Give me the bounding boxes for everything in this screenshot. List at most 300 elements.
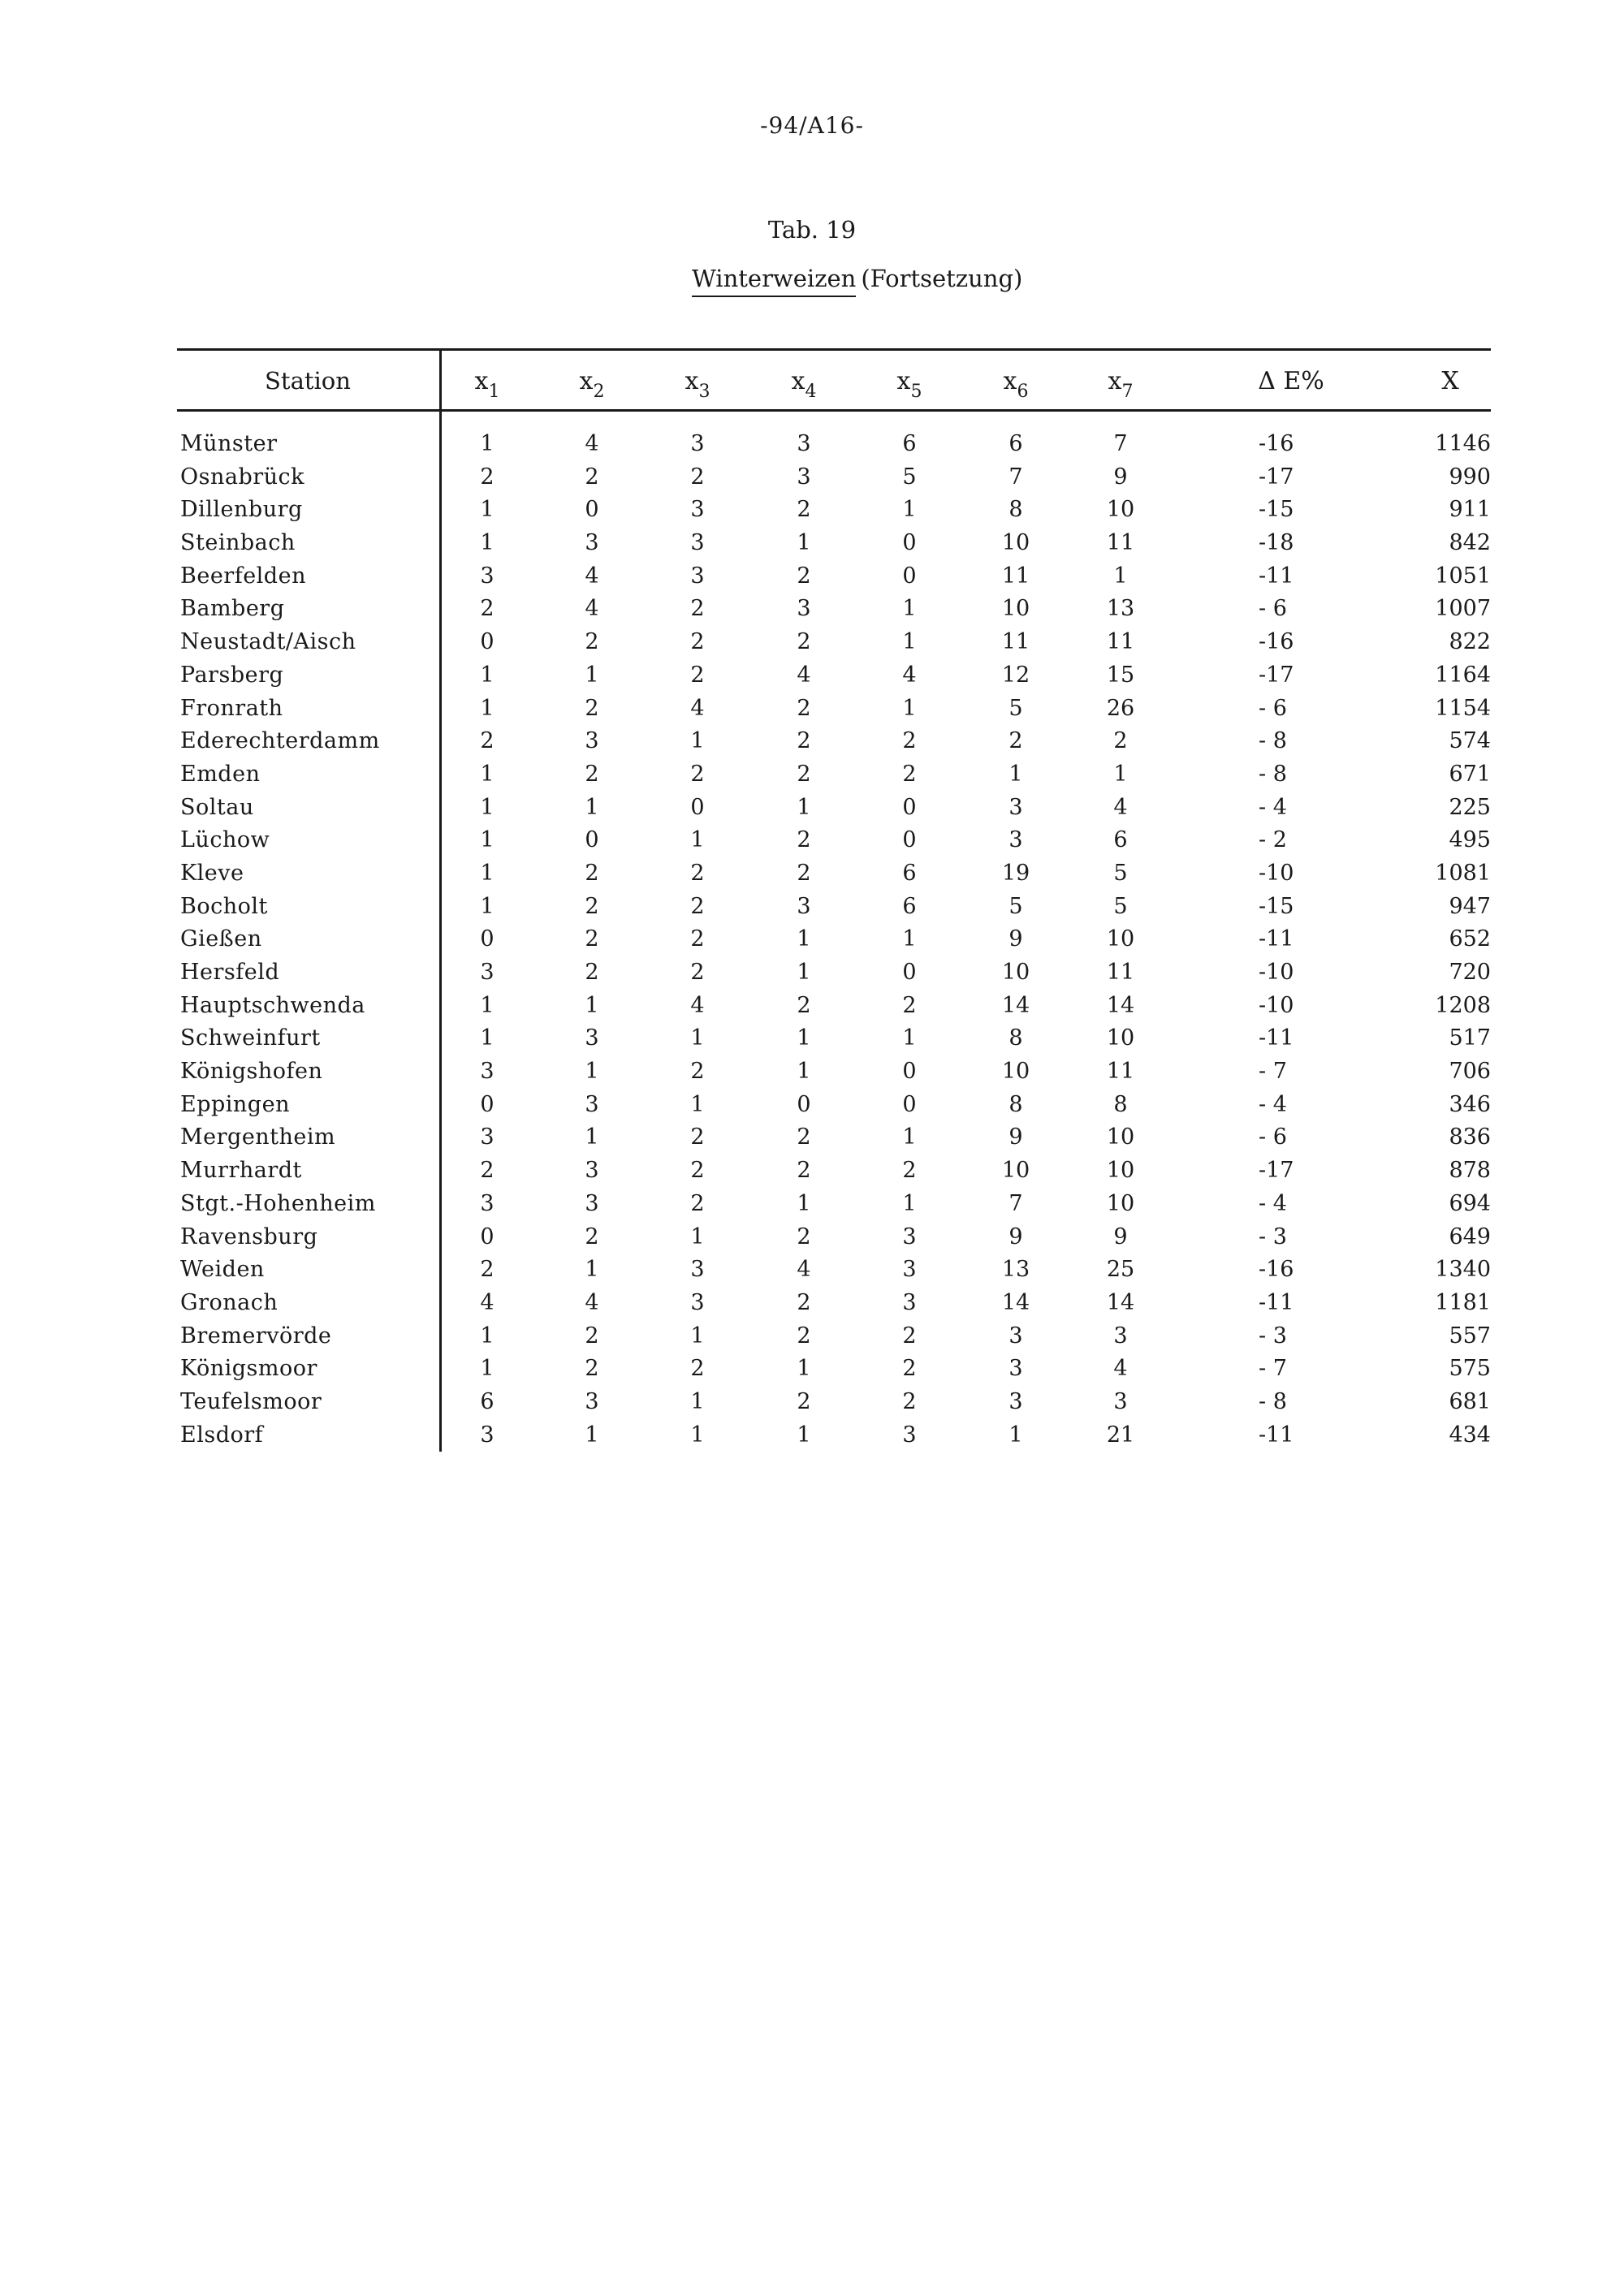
- cell-x1: 2: [480, 596, 495, 622]
- cell-x1: 6: [480, 1388, 495, 1414]
- cell-x2: 3: [585, 728, 599, 754]
- header-x6-sub: 6: [1017, 382, 1029, 402]
- cell-x2: 3: [585, 1190, 599, 1216]
- cell-x3: 2: [690, 464, 705, 490]
- cell-de: -11: [1259, 1422, 1294, 1448]
- cell-x4: 1: [797, 1059, 811, 1085]
- cell-x5: 3: [902, 1422, 917, 1448]
- cell-x5: 1: [902, 596, 917, 622]
- cell-x5: 1: [902, 629, 917, 655]
- station-name: Weiden: [180, 1257, 265, 1283]
- cell-x3: 0: [690, 794, 705, 820]
- cell-x: 1340: [1435, 1257, 1491, 1283]
- cell-x2: 3: [585, 1158, 599, 1184]
- cell-x3: 1: [690, 1388, 705, 1414]
- cell-de: - 7: [1259, 1059, 1287, 1085]
- cell-x7: 5: [1113, 860, 1128, 886]
- cell-x7: 10: [1106, 926, 1135, 952]
- cell-x6: 8: [1009, 1025, 1023, 1051]
- cell-x1: 4: [480, 1289, 495, 1315]
- cell-x3: 1: [690, 827, 705, 853]
- header-station: Station: [265, 367, 351, 395]
- table-row: [177, 826, 1491, 860]
- header-x3-base: x: [685, 367, 699, 395]
- cell-x: 1081: [1435, 860, 1491, 886]
- cell-x1: 3: [480, 1422, 495, 1448]
- station-name: Bremervörde: [180, 1323, 332, 1349]
- cell-x6: 1: [1009, 1422, 1023, 1448]
- cell-x5: 1: [902, 1025, 917, 1051]
- table-row: [177, 1190, 1491, 1224]
- cell-x7: 1: [1113, 761, 1128, 787]
- cell-x3: 2: [690, 1059, 705, 1085]
- cell-x5: 4: [902, 662, 917, 688]
- station-name: Ravensburg: [180, 1224, 318, 1249]
- station-name: Hauptschwenda: [180, 992, 365, 1018]
- cell-de: -16: [1259, 1257, 1294, 1283]
- station-name: Kleve: [180, 860, 244, 886]
- cell-x1: 1: [480, 794, 495, 820]
- cell-x4: 3: [797, 596, 811, 622]
- table-row: [177, 1058, 1491, 1091]
- cell-x6: 11: [1001, 563, 1030, 589]
- header-x3: [673, 367, 722, 402]
- cell-x2: 3: [585, 1388, 599, 1414]
- table-row: [177, 1224, 1491, 1257]
- header-x1-sub: 1: [488, 382, 500, 402]
- cell-x5: 6: [902, 431, 917, 456]
- station-name: Parsberg: [180, 662, 284, 688]
- cell-x3: 3: [690, 431, 705, 456]
- cell-x1: 3: [480, 563, 495, 589]
- header-x7-base: x: [1108, 367, 1122, 395]
- station-name: Mergentheim: [180, 1124, 336, 1150]
- cell-x4: 2: [797, 827, 811, 853]
- cell-x7: 25: [1106, 1257, 1135, 1283]
- cell-x7: 10: [1106, 1124, 1135, 1150]
- cell-x5: 1: [902, 695, 917, 721]
- station-name: Bamberg: [180, 596, 285, 622]
- cell-x5: 6: [902, 893, 917, 919]
- cell-x5: 2: [902, 1356, 917, 1382]
- cell-x5: 1: [902, 1190, 917, 1216]
- cell-x: 681: [1449, 1388, 1491, 1414]
- cell-x7: 10: [1106, 1025, 1135, 1051]
- station-name: Elsdorf: [180, 1422, 264, 1448]
- cell-x1: 1: [480, 1356, 495, 1382]
- cell-x: 990: [1449, 464, 1491, 490]
- cell-x2: 3: [585, 1091, 599, 1117]
- cell-x1: 2: [480, 1158, 495, 1184]
- station-name: Gronach: [180, 1289, 279, 1315]
- cell-x1: 0: [480, 629, 495, 655]
- station-name: Bocholt: [180, 893, 268, 919]
- cell-de: -15: [1259, 497, 1294, 523]
- cell-x6: 3: [1009, 1356, 1023, 1382]
- cell-x: 720: [1449, 960, 1491, 985]
- cell-x3: 2: [690, 761, 705, 787]
- header-x2-base: x: [579, 367, 594, 395]
- cell-x5: 3: [902, 1289, 917, 1315]
- table-row: [177, 926, 1491, 959]
- cell-x4: 2: [797, 1388, 811, 1414]
- cell-x7: 26: [1106, 695, 1135, 721]
- cell-x7: 4: [1113, 1356, 1128, 1382]
- cell-de: -17: [1259, 662, 1294, 688]
- cell-x2: 0: [585, 827, 599, 853]
- header-x-total: X: [1441, 367, 1459, 395]
- table-row: [177, 1025, 1491, 1058]
- cell-de: - 2: [1259, 827, 1287, 853]
- cell-x: 649: [1449, 1224, 1491, 1249]
- cell-x6: 13: [1001, 1257, 1030, 1283]
- cell-x6: 10: [1001, 530, 1030, 556]
- cell-x: 836: [1449, 1124, 1491, 1150]
- table-row: [177, 1124, 1491, 1157]
- station-name: Münster: [180, 431, 278, 456]
- cell-de: - 6: [1259, 1124, 1287, 1150]
- cell-x1: 0: [480, 1091, 495, 1117]
- cell-x: 495: [1449, 827, 1491, 853]
- table-row: [177, 662, 1491, 695]
- cell-x: 822: [1449, 629, 1491, 655]
- table-row: [177, 464, 1491, 497]
- cell-x3: 2: [690, 960, 705, 985]
- cell-x2: 2: [585, 629, 599, 655]
- cell-x3: 1: [690, 1323, 705, 1349]
- header-x4-sub: 4: [805, 382, 817, 402]
- cell-x2: 1: [585, 1422, 599, 1448]
- cell-x7: 10: [1106, 1158, 1135, 1184]
- cell-x3: 2: [690, 662, 705, 688]
- station-name: Murrhardt: [180, 1158, 302, 1184]
- table-row: [177, 430, 1491, 464]
- table-row: [177, 496, 1491, 529]
- cell-x1: 2: [480, 1257, 495, 1283]
- cell-x4: 2: [797, 1124, 811, 1150]
- header-x7-sub: 7: [1121, 382, 1134, 402]
- cell-x7: 3: [1113, 1323, 1128, 1349]
- cell-x5: 3: [902, 1257, 917, 1283]
- cell-x: 706: [1449, 1059, 1491, 1085]
- cell-x5: 1: [902, 926, 917, 952]
- cell-x2: 4: [585, 1289, 599, 1315]
- cell-x1: 2: [480, 728, 495, 754]
- cell-x4: 1: [797, 1422, 811, 1448]
- cell-x6: 10: [1001, 1158, 1030, 1184]
- cell-x6: 11: [1001, 629, 1030, 655]
- cell-x2: 2: [585, 893, 599, 919]
- table-row: [177, 1157, 1491, 1190]
- cell-x6: 9: [1009, 926, 1023, 952]
- cell-x2: 2: [585, 1224, 599, 1249]
- cell-de: -10: [1259, 992, 1294, 1018]
- header-x5-sub: 5: [910, 382, 922, 402]
- cell-x3: 1: [690, 1091, 705, 1117]
- cell-x6: 8: [1009, 497, 1023, 523]
- cell-x3: 2: [690, 926, 705, 952]
- cell-x6: 3: [1009, 1388, 1023, 1414]
- cell-x3: 4: [690, 695, 705, 721]
- cell-de: -11: [1259, 1289, 1294, 1315]
- cell-x5: 2: [902, 728, 917, 754]
- cell-x1: 1: [480, 530, 495, 556]
- cell-x4: 1: [797, 1190, 811, 1216]
- cell-x3: 4: [690, 992, 705, 1018]
- cell-x1: 1: [480, 497, 495, 523]
- cell-x2: 3: [585, 1025, 599, 1051]
- cell-de: - 8: [1259, 1388, 1287, 1414]
- cell-x6: 3: [1009, 794, 1023, 820]
- cell-x7: 2: [1113, 728, 1128, 754]
- cell-x5: 0: [902, 1091, 917, 1117]
- cell-x: 911: [1449, 497, 1491, 523]
- cell-x5: 0: [902, 827, 917, 853]
- table-caption: [692, 265, 1022, 297]
- cell-x: 575: [1449, 1356, 1491, 1382]
- cell-x1: 2: [480, 464, 495, 490]
- table-row: [177, 1323, 1491, 1356]
- cell-x4: 0: [797, 1091, 811, 1117]
- header-x1-base: x: [474, 367, 489, 395]
- cell-x5: 1: [902, 497, 917, 523]
- table-row: [177, 893, 1491, 926]
- cell-x7: 1: [1113, 563, 1128, 589]
- cell-x3: 3: [690, 563, 705, 589]
- station-name: Gießen: [180, 926, 262, 952]
- cell-x3: 2: [690, 1190, 705, 1216]
- station-name: Dillenburg: [180, 497, 303, 523]
- cell-de: - 7: [1259, 1356, 1287, 1382]
- cell-x1: 1: [480, 860, 495, 886]
- cell-x2: 2: [585, 695, 599, 721]
- table-row: [177, 992, 1491, 1025]
- cell-x7: 9: [1113, 464, 1128, 490]
- cell-de: - 8: [1259, 761, 1287, 787]
- cell-de: -10: [1259, 860, 1294, 886]
- cell-x6: 14: [1001, 1289, 1030, 1315]
- header-x5-base: x: [896, 367, 911, 395]
- cell-x4: 1: [797, 1356, 811, 1382]
- table-row: [177, 794, 1491, 827]
- cell-x6: 19: [1001, 860, 1030, 886]
- cell-x7: 8: [1113, 1091, 1128, 1117]
- station-name: Königshofen: [180, 1059, 323, 1085]
- cell-x: 652: [1449, 926, 1491, 952]
- table-caption-title: Winterweizen: [692, 265, 856, 297]
- cell-x7: 4: [1113, 794, 1128, 820]
- cell-x4: 2: [797, 563, 811, 589]
- cell-x1: 1: [480, 662, 495, 688]
- cell-x: 574: [1449, 728, 1491, 754]
- table-row: [177, 1388, 1491, 1422]
- cell-x5: 2: [902, 1388, 917, 1414]
- cell-x6: 10: [1001, 960, 1030, 985]
- cell-x2: 2: [585, 926, 599, 952]
- cell-x4: 2: [797, 728, 811, 754]
- header-x4-base: x: [791, 367, 806, 395]
- cell-x2: 4: [585, 563, 599, 589]
- cell-x7: 21: [1106, 1422, 1135, 1448]
- table-label: Tab. 19: [767, 216, 857, 244]
- table-row: [177, 1256, 1491, 1289]
- cell-x: 434: [1449, 1422, 1491, 1448]
- cell-x1: 0: [480, 926, 495, 952]
- cell-x7: 10: [1106, 497, 1135, 523]
- table-body: [177, 430, 1491, 1454]
- cell-x7: 3: [1113, 1388, 1128, 1414]
- cell-x6: 9: [1009, 1124, 1023, 1150]
- cell-x: 671: [1449, 761, 1491, 787]
- cell-x6: 9: [1009, 1224, 1023, 1249]
- cell-x3: 1: [690, 1224, 705, 1249]
- station-name: Lüchow: [180, 827, 270, 853]
- cell-de: -18: [1259, 530, 1294, 556]
- cell-de: - 3: [1259, 1224, 1287, 1249]
- station-name: Schweinfurt: [180, 1025, 321, 1051]
- cell-x2: 1: [585, 662, 599, 688]
- table-row: [177, 761, 1491, 794]
- cell-de: -16: [1259, 629, 1294, 655]
- cell-x2: 1: [585, 1059, 599, 1085]
- cell-x1: 1: [480, 992, 495, 1018]
- cell-x2: 2: [585, 1356, 599, 1382]
- header-x6: [991, 367, 1040, 402]
- cell-x1: 3: [480, 1124, 495, 1150]
- cell-x4: 2: [797, 1289, 811, 1315]
- cell-x4: 1: [797, 926, 811, 952]
- cell-x7: 6: [1113, 827, 1128, 853]
- table-row: [177, 1091, 1491, 1124]
- cell-x7: 9: [1113, 1224, 1128, 1249]
- cell-x4: 2: [797, 629, 811, 655]
- cell-x: 947: [1449, 893, 1491, 919]
- cell-de: - 3: [1259, 1323, 1287, 1349]
- cell-x2: 0: [585, 497, 599, 523]
- cell-x5: 0: [902, 960, 917, 985]
- table-row: [177, 595, 1491, 628]
- table-row: [177, 628, 1491, 662]
- cell-x4: 2: [797, 497, 811, 523]
- header-x6-base: x: [1003, 367, 1017, 395]
- cell-x: 1181: [1435, 1289, 1491, 1315]
- station-name: Beerfelden: [180, 563, 306, 589]
- cell-de: - 6: [1259, 596, 1287, 622]
- cell-x4: 3: [797, 464, 811, 490]
- station-name: Soltau: [180, 794, 254, 820]
- cell-x7: 11: [1106, 960, 1135, 985]
- table-row: [177, 1289, 1491, 1323]
- cell-x5: 2: [902, 992, 917, 1018]
- cell-x2: 1: [585, 992, 599, 1018]
- cell-de: -11: [1259, 563, 1294, 589]
- cell-x6: 10: [1001, 1059, 1030, 1085]
- cell-x5: 5: [902, 464, 917, 490]
- cell-x4: 2: [797, 860, 811, 886]
- cell-x7: 13: [1106, 596, 1135, 622]
- cell-x: 694: [1449, 1190, 1491, 1216]
- cell-x2: 4: [585, 431, 599, 456]
- cell-x4: 1: [797, 960, 811, 985]
- cell-de: - 4: [1259, 794, 1287, 820]
- table-row: [177, 563, 1491, 596]
- table-row: [177, 529, 1491, 563]
- header-x2-sub: 2: [593, 382, 605, 402]
- header-x3-sub: 3: [698, 382, 710, 402]
- cell-x1: 1: [480, 431, 495, 456]
- cell-x5: 2: [902, 1158, 917, 1184]
- table-header-rule: [177, 409, 1491, 412]
- cell-x4: 3: [797, 431, 811, 456]
- cell-x4: 1: [797, 530, 811, 556]
- cell-x4: 1: [797, 794, 811, 820]
- cell-x2: 2: [585, 1323, 599, 1349]
- table-row: [177, 1422, 1491, 1455]
- cell-x4: 2: [797, 1158, 811, 1184]
- table-caption-suffix: (Fortsetzung): [861, 265, 1023, 292]
- cell-de: - 4: [1259, 1091, 1287, 1117]
- header-x5: [885, 367, 934, 402]
- cell-x6: 10: [1001, 596, 1030, 622]
- cell-x4: 2: [797, 1323, 811, 1349]
- cell-x6: 3: [1009, 1323, 1023, 1349]
- station-name: Hersfeld: [180, 960, 280, 985]
- cell-x6: 14: [1001, 992, 1030, 1018]
- cell-x7: 15: [1106, 662, 1135, 688]
- cell-x: 1164: [1435, 662, 1491, 688]
- cell-x2: 2: [585, 761, 599, 787]
- cell-x: 878: [1449, 1158, 1491, 1184]
- cell-x1: 1: [480, 695, 495, 721]
- cell-x1: 3: [480, 960, 495, 985]
- cell-x: 557: [1449, 1323, 1491, 1349]
- cell-x: 1208: [1435, 992, 1491, 1018]
- cell-x7: 14: [1106, 992, 1135, 1018]
- cell-x3: 2: [690, 893, 705, 919]
- cell-x: 1154: [1435, 695, 1491, 721]
- table-row: [177, 695, 1491, 728]
- station-name: Ederechterdamm: [180, 728, 380, 754]
- cell-x3: 3: [690, 1257, 705, 1283]
- station-name: Osnabrück: [180, 464, 305, 490]
- cell-x1: 1: [480, 1025, 495, 1051]
- cell-x2: 1: [585, 794, 599, 820]
- table-row: [177, 1355, 1491, 1388]
- cell-x3: 3: [690, 497, 705, 523]
- cell-x6: 5: [1009, 893, 1023, 919]
- header-x2: [568, 367, 616, 402]
- cell-x2: 2: [585, 860, 599, 886]
- cell-x5: 2: [902, 1323, 917, 1349]
- cell-x3: 1: [690, 728, 705, 754]
- cell-x: 1051: [1435, 563, 1491, 589]
- cell-x6: 6: [1009, 431, 1023, 456]
- cell-x4: 1: [797, 1025, 811, 1051]
- cell-x6: 8: [1009, 1091, 1023, 1117]
- cell-de: - 6: [1259, 695, 1287, 721]
- cell-de: -16: [1259, 431, 1294, 456]
- cell-x1: 1: [480, 1323, 495, 1349]
- cell-x4: 4: [797, 1257, 811, 1283]
- station-name: Neustadt/Aisch: [180, 629, 356, 655]
- cell-de: -10: [1259, 960, 1294, 985]
- header-x4: [780, 367, 828, 402]
- cell-x6: 5: [1009, 695, 1023, 721]
- page-number: -94/A16-: [760, 112, 864, 139]
- cell-x1: 1: [480, 827, 495, 853]
- cell-x7: 11: [1106, 1059, 1135, 1085]
- cell-x5: 0: [902, 563, 917, 589]
